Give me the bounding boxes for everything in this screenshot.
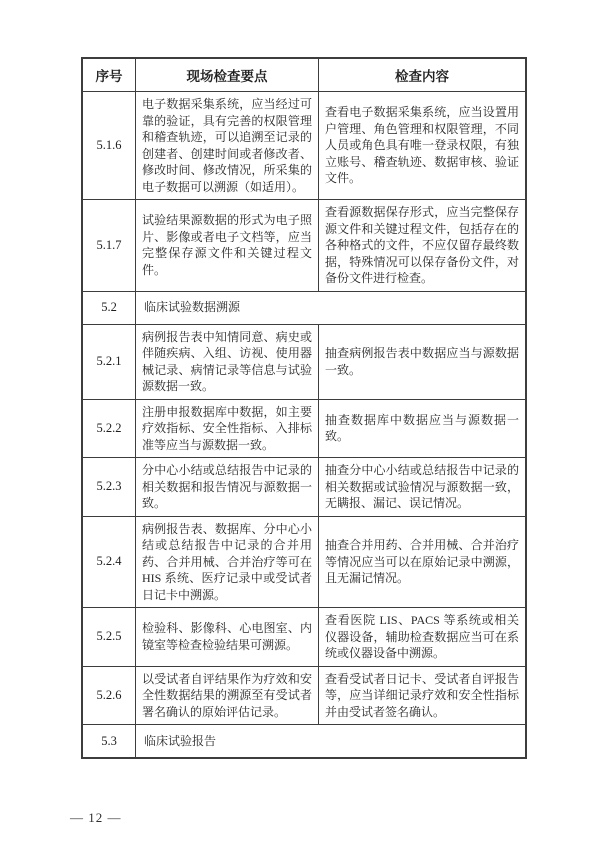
row-id: 5.2.1	[82, 324, 136, 399]
table-row-5-2-5	[82, 608, 526, 667]
row-id: 5.2.6	[82, 666, 136, 725]
row-point: 电子数据采集系统，应当经过可靠的验证，具有完善的权限管理和稽查轨迹，可以追溯至记录的创建者、创建时间或者修改者、修改时间、修改情况，所采集的电子数据可以溯源（如适用）。	[136, 92, 319, 200]
row-content: 抽查合并用药、合并用械、合并治疗等情况应当可以在原始记录中溯源，且无漏记情况。	[319, 516, 527, 608]
column-header-point: 现场检查要点	[136, 58, 319, 92]
row-id: 5.2	[82, 291, 136, 324]
row-content: 抽查病例报告表中数据应当与源数据一致。	[319, 324, 527, 399]
row-point: 注册申报数据库中数据，如主要疗效指标、安全性指标、入排标准等应当与源数据一致。	[136, 399, 319, 458]
table-row-5-1-7	[82, 200, 526, 292]
row-content: 查看源数据保存形式，应当完整保存源文件和关键过程文件，包括存在的各种格式的文件，不应仅留存最终数据，特殊情况可以保存备份文件，对备份文件进行检查。	[319, 200, 527, 292]
row-id: 5.2.3	[82, 458, 136, 517]
table-section-row-5-2	[82, 291, 526, 324]
row-point: 分中心小结或总结报告中记录的相关数据和报告情况与源数据一致。	[136, 458, 319, 517]
table-row-5-2-2	[82, 399, 526, 458]
row-point: 病例报告表中知情同意、病史或伴随疾病、入组、访视、使用器械记录、病情记录等信息与试验源数据一致。	[136, 324, 319, 399]
row-point: 以受试者自评结果作为疗效和安全性数据结果的溯源至有受试者署名确认的原始评估记录。	[136, 666, 319, 725]
table-row-5-2-4	[82, 516, 526, 608]
inspection-table	[81, 57, 527, 759]
table-row-5-2-3	[82, 458, 526, 517]
row-content: 查看医院 LIS、PACS 等系统或相关仪器设备，辅助检查数据应当可在系统或仪器设备中溯源。	[319, 608, 527, 667]
row-content: 查看电子数据采集系统，应当设置用户管理、角色管理和权限管理，不同人员或角色具有唯一登录权限，有独立账号、稽查轨迹、数据审核、验证文件。	[319, 92, 527, 200]
row-id: 5.1.6	[82, 92, 136, 200]
column-header-id: 序号	[82, 58, 136, 92]
row-id: 5.1.7	[82, 200, 136, 292]
table-row-5-2-1	[82, 324, 526, 399]
row-point: 病例报告表、数据库、分中心小结或总结报告中记录的合并用药、合并用械、合并治疗等可在 HIS 系统、医疗记录中或受试者日记卡中溯源。	[136, 516, 319, 608]
section-title: 临床试验报告	[136, 725, 527, 759]
table-row-5-1-6	[82, 92, 526, 200]
table-row-5-2-6	[82, 666, 526, 725]
column-header-content: 检查内容	[319, 58, 527, 92]
row-content: 抽查数据库中数据应当与源数据一致。	[319, 399, 527, 458]
row-id: 5.2.5	[82, 608, 136, 667]
row-content: 查看受试者日记卡、受试者自评报告等，应当详细记录疗效和安全性指标并由受试者签名确认。	[319, 666, 527, 725]
row-content: 抽查分中心小结或总结报告中记录的相关数据或试验情况与源数据一致，无瞒报、漏记、误记情况。	[319, 458, 527, 517]
row-id: 5.3	[82, 725, 136, 759]
row-point: 检验科、影像科、心电图室、内镜室等检查检验结果可溯源。	[136, 608, 319, 667]
row-point: 试验结果源数据的形式为电子照片、影像或者电子文档等，应当完整保存源文件和关键过程文件。	[136, 200, 319, 292]
row-id: 5.2.2	[82, 399, 136, 458]
table-section-row-5-3	[82, 725, 526, 759]
page-number: — 12 —	[70, 810, 122, 825]
table-header-row	[82, 58, 526, 92]
row-id: 5.2.4	[82, 516, 136, 608]
section-title: 临床试验数据溯源	[136, 291, 527, 324]
